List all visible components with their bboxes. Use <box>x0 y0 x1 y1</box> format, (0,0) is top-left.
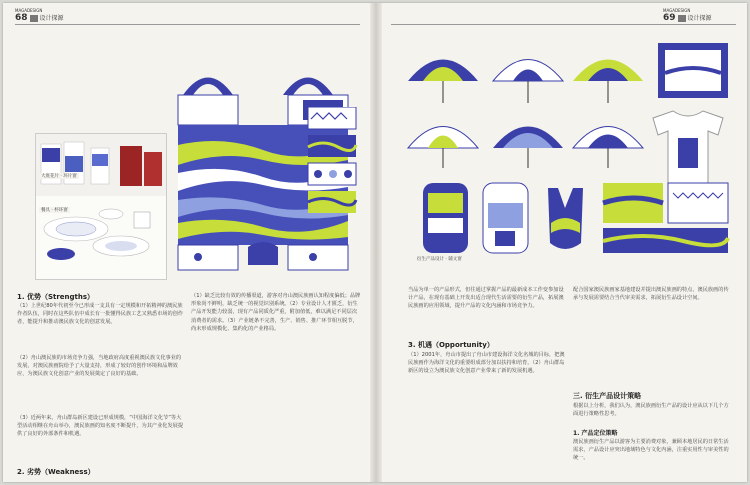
pattern-swatches <box>303 107 363 227</box>
para-col1: 当品为单一的产品形式，但往通过掌握产品的最新成本工作变参加设计产品，在现有基础上开发出适合现代生活需要的衍生产品，拓展澳民族画的应用领域，提升产品的文化内涵和市场竞争力。 <box>408 287 564 310</box>
para-strengths-1: （1）上世纪80年代初至今已形成一支具有一定规模和开拓精神的澳民族作者队伍，同时在这些队伍中成长有一批懂得民族工艺又熟悉市场的创作者，能提升和推动澳民族文化的创意发展。 <box>17 303 184 326</box>
umbrella-2 <box>493 60 563 104</box>
para-positioning: 澳民族画衍生产品以游客为主要消费对象，兼顾本地居民的日常生活需求，产品设计应突出地域特色与文化内涵，注重实用性与审美性的统一。 <box>573 439 729 462</box>
para-strengths-2: （2）舟山澳民族的市场竞争力强，当地政府高度重视澳民族文化事业的发展，对澳民族画院给予了大量支持，形成了较好的创作环境和品牌效应，为澳民族文化创意产业的发展奠定了良好的基础。 <box>17 355 182 378</box>
series-label: MAGADESIGN <box>15 8 43 13</box>
umbrella-1 <box>408 60 478 104</box>
fabric-swatch-3 <box>603 228 728 253</box>
heading-strategy: 三. 衍生产品设计策略 <box>573 392 642 400</box>
page-number-right: 69 <box>663 13 676 23</box>
book-gutter <box>370 3 382 482</box>
page-number-left: 68 <box>15 13 28 23</box>
header-bar <box>30 15 38 22</box>
para-weakness-column: （1）缺乏比较有效的传播渠道，游客对舟山澳民族画认知程度偏低；品牌形象尚不鲜明，缺乏统一的视觉识别系统。（2）专业设计人才匮乏，衍生产品开发能力较弱，现有产品同质化严重，附加值低，难以满足不同层次消费者的需求。（3）产业链条不完善，生产、销售、推广环节相互脱节，尚未形成规模化、集约化的产业格局。 <box>191 293 361 332</box>
magazine-spread <box>3 3 747 482</box>
section-label-left: 设计探源 <box>39 15 64 22</box>
products-svg <box>403 43 733 268</box>
backpack-2 <box>483 183 528 253</box>
right-page-header <box>663 8 712 23</box>
section-label-right: 设计探源 <box>687 15 712 22</box>
series-label-right: MAGADESIGN <box>663 8 691 13</box>
header-rule-right <box>391 24 736 25</box>
para-col2: 配合国家澳民族画家基地建设并提出澳民族画的特点，澳民族画的传承与发展需要结合当代审美需求，拓展衍生品设计空间。 <box>573 287 729 302</box>
umbrella-4 <box>408 127 478 169</box>
header-rule-left <box>15 24 360 25</box>
heading-opportunity: 3. 机遇（Opportunity） <box>408 341 494 349</box>
products-caption: 衍生产品设计 · 辅文窗 <box>417 257 462 262</box>
umbrella-3 <box>573 60 643 104</box>
swimsuit <box>548 188 583 249</box>
heading-weakness: 2. 劣势（Weakness） <box>17 468 95 476</box>
umbrella-5 <box>493 127 563 169</box>
pattern-swatches-svg <box>303 107 363 227</box>
backpack-1 <box>423 183 468 253</box>
subheading-positioning: 1. 产品定位策略 <box>573 430 618 437</box>
left-page-header <box>15 8 64 23</box>
para-strategy: 根据以上分析，我们认为，澳民族画衍生产品的设计应从以下几个方面进行策略性思考。 <box>573 403 729 418</box>
derivative-products-artwork <box>403 43 733 268</box>
photo-caption-1: 大底花片 · 环片窗 <box>41 174 77 179</box>
para-opportunity: （1）2001年，舟山市提出了舟山市建设海洋文化名城的目标，把澳民族画作为海洋文化的重要组成部分加以扶持和培育。（2）舟山群岛新区的设立为澳民族文化创意产业带来了新的发展机遇。 <box>408 352 565 375</box>
heading-strengths: 1. 优势（Strengths） <box>17 293 95 301</box>
para-strengths-3: （3）近两年来，舟山群岛新区建设已形成规模，“中国海洋文化节”等大型活动相继在舟山举办，澳民族画的知名度不断提升，为其产业化发展提供了良好的外部条件和机遇。 <box>17 415 184 438</box>
photo-caption-2: 餐具 · 杯环窗 <box>41 208 68 213</box>
fabric-swatch-2 <box>668 183 728 223</box>
header-bar-right <box>678 15 686 22</box>
umbrella-6 <box>573 127 643 169</box>
